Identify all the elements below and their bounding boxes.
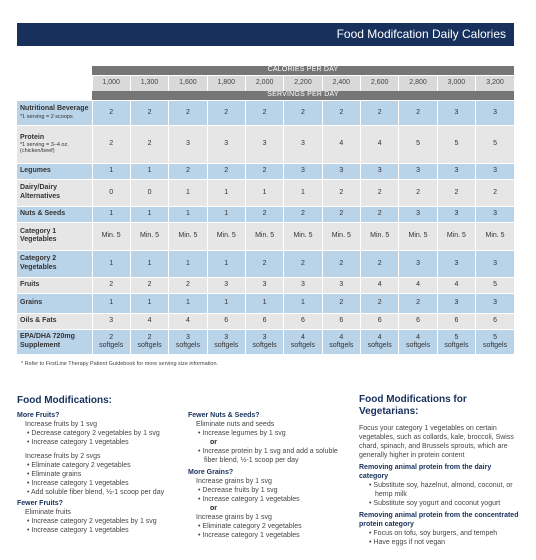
table-cell: 3 xyxy=(437,250,475,277)
table-cell: 4 xyxy=(361,125,399,163)
table-cell: 1 xyxy=(130,250,168,277)
row-label-text: Category 2 Vegetables xyxy=(20,255,57,271)
subheading: Fewer Nuts & Seeds? xyxy=(188,412,260,419)
intro-text: Focus your category 1 vegetables on certain vegetables, such as collards, kale, broccoli, Swiss chard, spinach, and Brussels sprouts, which are generally higher in protein content xyxy=(359,425,514,459)
table-cell: 2 xyxy=(245,163,283,179)
row-label-note: *1 serving = 2 scoops xyxy=(20,113,73,120)
table-cell: 1 xyxy=(92,250,130,277)
table-cell: 1 xyxy=(169,206,207,222)
modification-item: Increase grains by 1 svg xyxy=(196,478,272,485)
table-cell: 3 xyxy=(437,100,475,125)
modification-item: Increase grains by 1 svg xyxy=(196,514,272,521)
table-cell: 3 xyxy=(399,206,437,222)
table-cell: 3 xyxy=(322,163,360,179)
table-cell: 1 xyxy=(284,179,322,206)
table-cell: Min. 5 xyxy=(476,222,514,250)
bullet-item: • Increase legumes by 1 svg xyxy=(198,430,286,437)
table-cell: 3 xyxy=(92,313,130,329)
table-cell: 1 xyxy=(92,163,130,179)
table-cell: 6 xyxy=(399,313,437,329)
table-cell: 2 xyxy=(476,179,514,206)
table-cell: 5 softgels xyxy=(476,329,514,354)
table-cell: 2 xyxy=(284,250,322,277)
table-cell: 1 xyxy=(284,293,322,313)
table-cell: 3 xyxy=(207,125,245,163)
table-cell: 4 softgels xyxy=(322,329,360,354)
table-cell: 4 xyxy=(437,277,475,293)
or-label: or xyxy=(210,505,217,512)
calorie-column-header: 2,200 xyxy=(284,75,322,91)
table-cell: 4 xyxy=(169,313,207,329)
table-cell: 2 xyxy=(322,250,360,277)
subheading: More Fruits? xyxy=(17,412,60,419)
table-cell: 6 xyxy=(361,313,399,329)
food-modifications-section xyxy=(17,395,187,535)
bullet-item: • Focus on tofu, soy burgers, and tempeh xyxy=(369,530,498,537)
bullet-item: • Increase category 1 vegetables xyxy=(27,439,129,446)
modification-item: Increase fruits by 2 svgs xyxy=(25,453,101,460)
row-label-text: Dairy/Dairy Alternatives xyxy=(20,184,61,200)
table-cell: 3 xyxy=(322,277,360,293)
subheading: Removing animal protein from the concentrated protein category xyxy=(359,512,519,528)
table-cell: 2 xyxy=(361,250,399,277)
bullet-item: • Decrease category 2 vegetables by 1 svg xyxy=(27,430,160,437)
table-row xyxy=(17,277,514,293)
table-cell: 1 xyxy=(207,179,245,206)
table-cell: 3 xyxy=(437,206,475,222)
row-label xyxy=(17,179,92,206)
table-row xyxy=(17,293,514,313)
calorie-column-header: 1,600 xyxy=(169,75,207,91)
table-cell: 1 xyxy=(245,179,283,206)
table-cell: 6 xyxy=(284,313,322,329)
table-cell: Min. 5 xyxy=(361,222,399,250)
table-cell: 2 xyxy=(399,179,437,206)
row-label xyxy=(17,313,92,329)
row-label-text: Fruits xyxy=(20,280,40,288)
table-cell: 5 xyxy=(476,277,514,293)
table-cell: 3 xyxy=(361,163,399,179)
table-cell: 2 xyxy=(245,206,283,222)
table-cell: 1 xyxy=(207,250,245,277)
table-cell: Min. 5 xyxy=(284,222,322,250)
table-cell: Min. 5 xyxy=(130,222,168,250)
table-cell: 6 xyxy=(476,313,514,329)
table-cell: 1 xyxy=(207,206,245,222)
table-cell: Min. 5 xyxy=(245,222,283,250)
row-label-text: Legumes xyxy=(20,166,51,174)
bullet-item: • Decrease fruits by 1 svg xyxy=(198,487,278,494)
table-cell: 1 xyxy=(130,163,168,179)
table-cell: 6 xyxy=(207,313,245,329)
subheading: Fewer Fruits? xyxy=(17,500,63,507)
row-label-text: Grains xyxy=(20,298,43,306)
table-cell: 3 xyxy=(169,125,207,163)
table-cell: 2 xyxy=(361,179,399,206)
calorie-column-header: 2,000 xyxy=(245,75,283,91)
table-cell: 2 xyxy=(92,100,130,125)
table-cell: 4 softgels xyxy=(399,329,437,354)
table-cell: 1 xyxy=(169,293,207,313)
bullet-item: • Increase protein by 1 svg and add a soluble fiber blend, ½-1 scoop per day xyxy=(198,448,338,464)
header-spacer xyxy=(17,91,92,100)
row-label xyxy=(17,125,92,163)
table-cell: Min. 5 xyxy=(437,222,475,250)
bullet-item: • Increase category 1 vegetables xyxy=(27,480,129,487)
table-cell: 2 xyxy=(130,277,168,293)
calorie-column-header: 2,800 xyxy=(399,75,437,91)
table-cell: 2 softgels xyxy=(130,329,168,354)
bullet-item: • Eliminate category 2 vegetables xyxy=(198,523,302,530)
table-cell: 3 xyxy=(476,250,514,277)
table-cell: 2 xyxy=(245,250,283,277)
bullet-item: • Increase category 1 vegetables xyxy=(198,532,300,539)
table-cell: 1 xyxy=(130,206,168,222)
table-cell: 2 xyxy=(130,100,168,125)
row-label-text: Protein xyxy=(20,133,45,141)
table-cell: 0 xyxy=(92,179,130,206)
page-title: Food Modifcation Daily Calories xyxy=(17,23,514,46)
table-cell: Min. 5 xyxy=(169,222,207,250)
modification-item: Eliminate fruits xyxy=(25,509,71,516)
vegetarian-modifications-section xyxy=(359,394,519,547)
bullet-item: • Substitute soy, hazelnut, almond, coconut, or hemp milk xyxy=(369,482,513,498)
row-label-text: Category 1 Vegetables xyxy=(20,227,57,243)
table-cell: 2 xyxy=(399,293,437,313)
table-cell: 4 xyxy=(322,125,360,163)
footnote: * Refer to FirstLine Therapy Patient Guidebook for more serving size information. xyxy=(21,361,219,367)
table-row xyxy=(17,125,514,163)
calorie-column-header: 2,600 xyxy=(361,75,399,91)
table-cell: 3 xyxy=(476,163,514,179)
subheading: Removing animal protein from the dairy category xyxy=(359,464,492,480)
table-cell: 2 xyxy=(245,100,283,125)
table-cell: 3 xyxy=(284,163,322,179)
table-row xyxy=(17,206,514,222)
table-cell: 6 xyxy=(245,313,283,329)
row-label xyxy=(17,277,92,293)
modification-item: Eliminate nuts and seeds xyxy=(196,421,275,428)
table-cell: 2 xyxy=(169,163,207,179)
row-label xyxy=(17,329,92,354)
table-cell: 4 xyxy=(130,313,168,329)
table-cell: 3 xyxy=(399,250,437,277)
table-cell: 3 softgels xyxy=(245,329,283,354)
table-cell: 2 softgels xyxy=(92,329,130,354)
table-cell: 1 xyxy=(130,293,168,313)
table-cell: 2 xyxy=(361,100,399,125)
row-label-text: Nuts & Seeds xyxy=(20,209,66,217)
calorie-column-header: 3,200 xyxy=(476,75,514,91)
modification-item: Increase fruits by 1 svg xyxy=(25,421,97,428)
table-row xyxy=(17,329,514,354)
row-label xyxy=(17,250,92,277)
table-cell: 3 xyxy=(437,293,475,313)
bullet-item: • Add soluble fiber blend, ½-1 scoop per day xyxy=(27,489,165,496)
table-cell: 2 xyxy=(322,206,360,222)
table-cell: Min. 5 xyxy=(399,222,437,250)
table-cell: 4 softgels xyxy=(284,329,322,354)
calories-per-day-header: CALORIES PER DAY xyxy=(92,66,514,75)
table-cell: 2 xyxy=(130,125,168,163)
table-cell: 3 xyxy=(245,277,283,293)
table-cell: 2 xyxy=(322,293,360,313)
calorie-column-header: 1,800 xyxy=(207,75,245,91)
or-label: or xyxy=(210,439,217,446)
table-cell: 6 xyxy=(322,313,360,329)
table-row xyxy=(17,163,514,179)
table-cell: 3 softgels xyxy=(169,329,207,354)
calorie-column-header: 1,000 xyxy=(92,75,130,91)
bullet-item: • Eliminate grains xyxy=(27,471,82,478)
table-cell: 1 xyxy=(245,293,283,313)
table-cell: 2 xyxy=(169,100,207,125)
header-spacer xyxy=(17,75,92,91)
table-cell: 3 xyxy=(284,125,322,163)
table-cell: 1 xyxy=(169,179,207,206)
table-cell: 3 xyxy=(207,277,245,293)
subheading: More Grains? xyxy=(188,469,234,476)
table-cell: 2 xyxy=(92,125,130,163)
table-cell: 3 xyxy=(245,125,283,163)
calorie-servings-table xyxy=(17,66,514,354)
table-cell: Min. 5 xyxy=(207,222,245,250)
bullet-item: • Have eggs if not vegan xyxy=(369,539,445,546)
row-label-text: Nutritional Beverage xyxy=(20,105,89,113)
table-cell: 1 xyxy=(207,293,245,313)
table-cell: 3 xyxy=(476,206,514,222)
bullet-item: • Increase category 1 vegetables xyxy=(27,527,129,534)
table-cell: 2 xyxy=(361,206,399,222)
table-row xyxy=(17,250,514,277)
table-row xyxy=(17,179,514,206)
row-label xyxy=(17,222,92,250)
table-cell: 1 xyxy=(169,250,207,277)
table-cell: 2 xyxy=(284,100,322,125)
table-row xyxy=(17,100,514,125)
servings-per-day-header: SERVINGS PER DAY xyxy=(92,91,514,100)
table-cell: 3 xyxy=(437,163,475,179)
table-cell: 1 xyxy=(92,206,130,222)
table-cell: 3 xyxy=(399,163,437,179)
header-spacer xyxy=(17,66,92,75)
table-cell: 3 softgels xyxy=(207,329,245,354)
section-heading: Food Modifications for Vegetarians: xyxy=(359,394,467,417)
table-cell: 2 xyxy=(169,277,207,293)
table-cell: 2 xyxy=(437,179,475,206)
section-heading: Food Modifications: xyxy=(17,395,112,406)
calorie-column-header: 3,000 xyxy=(437,75,475,91)
table-row xyxy=(17,313,514,329)
bullet-item: • Increase category 1 vegetables xyxy=(198,496,300,503)
table-row xyxy=(17,222,514,250)
table-cell: Min. 5 xyxy=(322,222,360,250)
table-cell: 3 xyxy=(476,100,514,125)
table-cell: 2 xyxy=(207,163,245,179)
table-cell: 2 xyxy=(284,206,322,222)
table-cell: 4 xyxy=(399,277,437,293)
table-cell: 2 xyxy=(322,100,360,125)
table-cell: 2 xyxy=(207,100,245,125)
calorie-column-header: 2,400 xyxy=(322,75,360,91)
row-label xyxy=(17,206,92,222)
row-label-text: EPA/DHA 720mg Supplement xyxy=(20,333,75,349)
bullet-item: • Increase category 2 vegetables by 1 svg xyxy=(27,518,157,525)
table-cell: Min. 5 xyxy=(92,222,130,250)
table-cell: 5 xyxy=(437,125,475,163)
row-label-note: *1 serving = 3–4 oz. (chicken/beef) xyxy=(20,142,69,155)
table-cell: 5 softgels xyxy=(437,329,475,354)
table-cell: 4 xyxy=(361,277,399,293)
table-cell: 2 xyxy=(361,293,399,313)
calorie-column-header: 1,300 xyxy=(130,75,168,91)
table-cell: 0 xyxy=(130,179,168,206)
table-cell: 1 xyxy=(92,293,130,313)
row-label xyxy=(17,293,92,313)
row-label-text: Oils & Fats xyxy=(20,316,57,324)
table-cell: 2 xyxy=(92,277,130,293)
table-cell: 2 xyxy=(322,179,360,206)
table-cell: 4 softgels xyxy=(361,329,399,354)
bullet-item: • Substitute soy yogurt and coconut yogurt xyxy=(369,500,501,507)
row-label xyxy=(17,100,92,125)
food-modifications-section-2 xyxy=(188,411,348,540)
table-cell: 6 xyxy=(437,313,475,329)
bullet-item: • Eliminate category 2 vegetables xyxy=(27,462,131,469)
table-cell: 5 xyxy=(399,125,437,163)
table-cell: 3 xyxy=(476,293,514,313)
row-label xyxy=(17,163,92,179)
table-cell: 5 xyxy=(476,125,514,163)
table-cell: 3 xyxy=(284,277,322,293)
table-cell: 2 xyxy=(399,100,437,125)
